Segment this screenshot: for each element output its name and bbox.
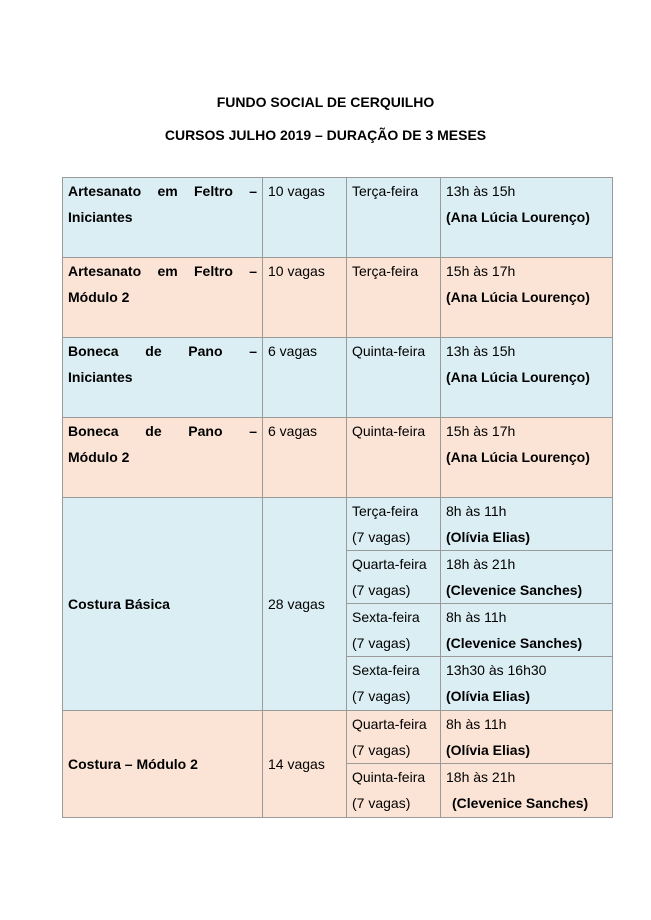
teacher-name: (Clevenice Sanches) [446, 635, 583, 651]
vagas-cell: 10 vagas [263, 178, 347, 258]
course-name-line2: Módulo 2 [68, 449, 130, 465]
day-text: Quarta-feira [352, 716, 427, 732]
day-cell [347, 551, 441, 604]
teacher-name: (Ana Lúcia Lourenço) [446, 289, 590, 305]
time-cell [441, 258, 613, 338]
day-cell: Terça-feira [347, 258, 441, 338]
time-text: 13h30 às 16h30 [446, 662, 547, 678]
time-cell [441, 418, 613, 498]
time-cell [441, 604, 613, 657]
time-cell [441, 498, 613, 551]
time-cell [441, 338, 613, 418]
page-title: FUNDO SOCIAL DE CERQUILHO [216, 94, 435, 110]
time-text: 13h às 15h [446, 343, 516, 359]
spots-text: (7 vagas) [352, 742, 411, 758]
time-text: 8h às 11h [446, 609, 507, 625]
day-cell [347, 604, 441, 657]
time-text: 15h às 17h [446, 263, 516, 279]
vagas-cell: 6 vagas [263, 418, 347, 498]
vagas-cell: 10 vagas [263, 258, 347, 338]
course-name-line2: Iniciantes [68, 209, 133, 225]
day-cell [347, 657, 441, 711]
spots-text: (7 vagas) [352, 635, 411, 651]
day-cell: Terça-feira [347, 178, 441, 258]
day-cell: Quinta-feira [347, 418, 441, 498]
day-cell [347, 498, 441, 551]
day-text: Quinta-feira [352, 769, 426, 785]
course-name-line1: Artesanato em Feltro – [68, 183, 257, 199]
course-name-cell [63, 418, 263, 498]
day-text: Sexta-feira [352, 662, 420, 678]
vagas-cell: 6 vagas [263, 338, 347, 418]
page-subtitle: CURSOS JULHO 2019 – DURAÇÃO DE 3 MESES [164, 127, 487, 143]
teacher-name: (Ana Lúcia Lourenço) [446, 369, 590, 385]
time-text: 13h às 15h [446, 183, 516, 199]
table-row [63, 258, 613, 338]
teacher-name: (Olívia Elias) [446, 742, 531, 758]
spots-text: (7 vagas) [352, 529, 411, 545]
vagas-cell: 14 vagas [263, 711, 347, 818]
course-name-cell [63, 178, 263, 258]
spots-text: (7 vagas) [352, 688, 411, 704]
table-row [63, 711, 613, 764]
course-name-line1: Boneca de Pano – [68, 343, 257, 359]
vagas-cell: 28 vagas [263, 498, 347, 711]
time-text: 15h às 17h [446, 423, 516, 439]
course-name: Costura Básica [68, 596, 170, 612]
teacher-name: (Ana Lúcia Lourenço) [446, 449, 590, 465]
course-name-cell [63, 711, 263, 818]
time-cell [441, 657, 613, 711]
day-text: Sexta-feira [352, 609, 420, 625]
courses-table [62, 177, 613, 818]
table-row [63, 498, 613, 551]
teacher-name: (Ana Lúcia Lourenço) [446, 209, 590, 225]
time-cell [441, 551, 613, 604]
time-cell [441, 178, 613, 258]
day-cell: Quinta-feira [347, 338, 441, 418]
teacher-name: (Olívia Elias) [446, 529, 531, 545]
table-row [63, 418, 613, 498]
table-row [63, 178, 613, 258]
course-name-cell [63, 498, 263, 711]
course-name-line2: Iniciantes [68, 369, 133, 385]
course-name-cell [63, 258, 263, 338]
time-text: 8h às 11h [446, 503, 507, 519]
course-name-line1: Artesanato em Feltro – [68, 263, 257, 279]
teacher-name: (Clevenice Sanches) [452, 795, 589, 811]
table-row [63, 338, 613, 418]
day-cell [347, 711, 441, 764]
course-name: Costura – Módulo 2 [68, 756, 198, 772]
time-cell [441, 764, 613, 818]
time-text: 18h às 21h [446, 769, 516, 785]
spots-text: (7 vagas) [352, 795, 411, 811]
course-name-cell [63, 338, 263, 418]
time-text: 8h às 11h [446, 716, 507, 732]
time-cell [441, 711, 613, 764]
teacher-name: (Clevenice Sanches) [446, 582, 583, 598]
teacher-name: (Olívia Elias) [446, 688, 531, 704]
day-cell [347, 764, 441, 818]
course-name-line2: Módulo 2 [68, 289, 130, 305]
day-text: Quarta-feira [352, 556, 427, 572]
spots-text: (7 vagas) [352, 582, 411, 598]
time-text: 18h às 21h [446, 556, 516, 572]
course-name-line1: Boneca de Pano – [68, 423, 257, 439]
day-text: Terça-feira [352, 503, 419, 519]
